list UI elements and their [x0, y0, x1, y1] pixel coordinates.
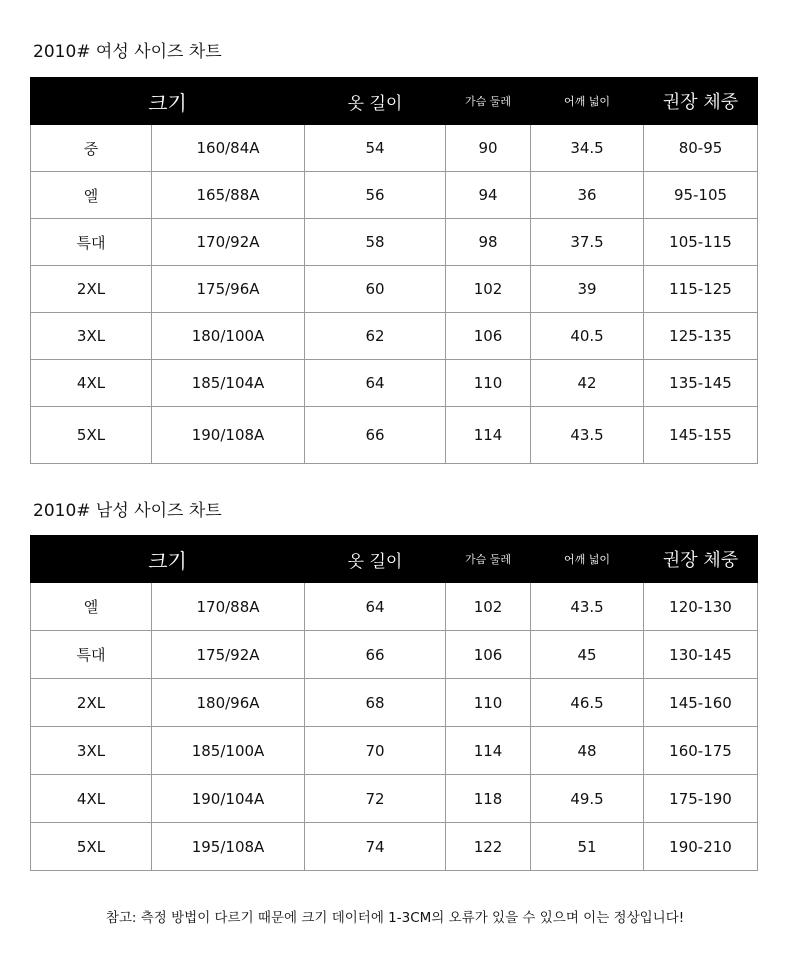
size-label-cell: 3XL: [31, 727, 152, 775]
length-cell: 64: [305, 360, 446, 407]
weight-cell: 190-210: [644, 823, 758, 871]
length-cell: 66: [305, 407, 446, 464]
body-size-cell: 170/88A: [152, 583, 305, 631]
chest-cell: 90: [446, 125, 531, 172]
body-size-cell: 170/92A: [152, 219, 305, 266]
body-size-cell: 180/96A: [152, 679, 305, 727]
size-label-cell: 4XL: [31, 775, 152, 823]
shoulder-cell: 43.5: [531, 407, 644, 464]
size-label-cell: 특대: [31, 219, 152, 266]
table-row: [31, 407, 758, 464]
size-label-cell: 3XL: [31, 313, 152, 360]
length-cell: 66: [305, 631, 446, 679]
size-label-cell: 엘: [31, 583, 152, 631]
table-row: [31, 631, 758, 679]
length-cell: 74: [305, 823, 446, 871]
body-size-cell: 195/108A: [152, 823, 305, 871]
chest-cell: 110: [446, 360, 531, 407]
table-row: [31, 823, 758, 871]
shoulder-cell: 43.5: [531, 583, 644, 631]
women-header-row: [31, 78, 758, 125]
chest-cell: 102: [446, 583, 531, 631]
women-header-length: 옷 길이: [305, 78, 446, 125]
length-cell: 58: [305, 219, 446, 266]
length-cell: 70: [305, 727, 446, 775]
body-size-cell: 180/100A: [152, 313, 305, 360]
table-row: [31, 125, 758, 172]
women-header-shoulder: 어깨 넓이: [531, 78, 644, 125]
body-size-cell: 175/96A: [152, 266, 305, 313]
weight-cell: 175-190: [644, 775, 758, 823]
chest-cell: 102: [446, 266, 531, 313]
men-header-row: [31, 536, 758, 583]
weight-cell: 125-135: [644, 313, 758, 360]
weight-cell: 80-95: [644, 125, 758, 172]
chest-cell: 106: [446, 313, 531, 360]
men-header-weight: 권장 체중: [644, 536, 758, 583]
men-header-size: 크기: [31, 536, 305, 583]
length-cell: 54: [305, 125, 446, 172]
women-header-size: 크기: [31, 78, 305, 125]
chest-cell: 94: [446, 172, 531, 219]
shoulder-cell: 42: [531, 360, 644, 407]
weight-cell: 135-145: [644, 360, 758, 407]
measurement-note: 참고: 측정 방법이 다르기 때문에 크기 데이터에 1-3CM의 오류가 있을 수 있으며 이는 정상입니다!: [105, 910, 685, 926]
table-row: [31, 583, 758, 631]
body-size-cell: 160/84A: [152, 125, 305, 172]
chest-cell: 114: [446, 727, 531, 775]
length-cell: 64: [305, 583, 446, 631]
men-size-chart-title: 2010# 남성 사이즈 차트: [33, 501, 222, 521]
body-size-cell: 190/104A: [152, 775, 305, 823]
chest-cell: 110: [446, 679, 531, 727]
men-header-shoulder: 어깨 넓이: [531, 536, 644, 583]
length-cell: 60: [305, 266, 446, 313]
length-cell: 72: [305, 775, 446, 823]
weight-cell: 145-160: [644, 679, 758, 727]
chest-cell: 122: [446, 823, 531, 871]
shoulder-cell: 37.5: [531, 219, 644, 266]
shoulder-cell: 51: [531, 823, 644, 871]
shoulder-cell: 40.5: [531, 313, 644, 360]
weight-cell: 145-155: [644, 407, 758, 464]
size-label-cell: 4XL: [31, 360, 152, 407]
table-row: [31, 172, 758, 219]
weight-cell: 115-125: [644, 266, 758, 313]
body-size-cell: 190/108A: [152, 407, 305, 464]
table-row: [31, 313, 758, 360]
table-row: [31, 775, 758, 823]
men-header-length: 옷 길이: [305, 536, 446, 583]
women-size-table: [30, 77, 758, 464]
length-cell: 62: [305, 313, 446, 360]
size-label-cell: 2XL: [31, 266, 152, 313]
women-header-chest: 가슴 둘레: [446, 78, 531, 125]
shoulder-cell: 36: [531, 172, 644, 219]
table-row: [31, 727, 758, 775]
length-cell: 68: [305, 679, 446, 727]
shoulder-cell: 34.5: [531, 125, 644, 172]
table-row: [31, 679, 758, 727]
shoulder-cell: 45: [531, 631, 644, 679]
size-label-cell: 엘: [31, 172, 152, 219]
table-row: [31, 360, 758, 407]
chest-cell: 106: [446, 631, 531, 679]
shoulder-cell: 39: [531, 266, 644, 313]
size-label-cell: 2XL: [31, 679, 152, 727]
length-cell: 56: [305, 172, 446, 219]
size-label-cell: 5XL: [31, 823, 152, 871]
weight-cell: 105-115: [644, 219, 758, 266]
weight-cell: 120-130: [644, 583, 758, 631]
table-row: [31, 266, 758, 313]
body-size-cell: 175/92A: [152, 631, 305, 679]
size-label-cell: 중: [31, 125, 152, 172]
body-size-cell: 165/88A: [152, 172, 305, 219]
table-row: [31, 219, 758, 266]
weight-cell: 130-145: [644, 631, 758, 679]
chest-cell: 114: [446, 407, 531, 464]
chest-cell: 98: [446, 219, 531, 266]
shoulder-cell: 48: [531, 727, 644, 775]
men-size-table: [30, 535, 758, 871]
women-header-weight: 권장 체중: [644, 78, 758, 125]
body-size-cell: 185/104A: [152, 360, 305, 407]
shoulder-cell: 49.5: [531, 775, 644, 823]
women-size-chart-title: 2010# 여성 사이즈 차트: [33, 42, 222, 62]
weight-cell: 160-175: [644, 727, 758, 775]
men-header-chest: 가슴 둘레: [446, 536, 531, 583]
chest-cell: 118: [446, 775, 531, 823]
size-label-cell: 5XL: [31, 407, 152, 464]
size-label-cell: 특대: [31, 631, 152, 679]
weight-cell: 95-105: [644, 172, 758, 219]
shoulder-cell: 46.5: [531, 679, 644, 727]
body-size-cell: 185/100A: [152, 727, 305, 775]
